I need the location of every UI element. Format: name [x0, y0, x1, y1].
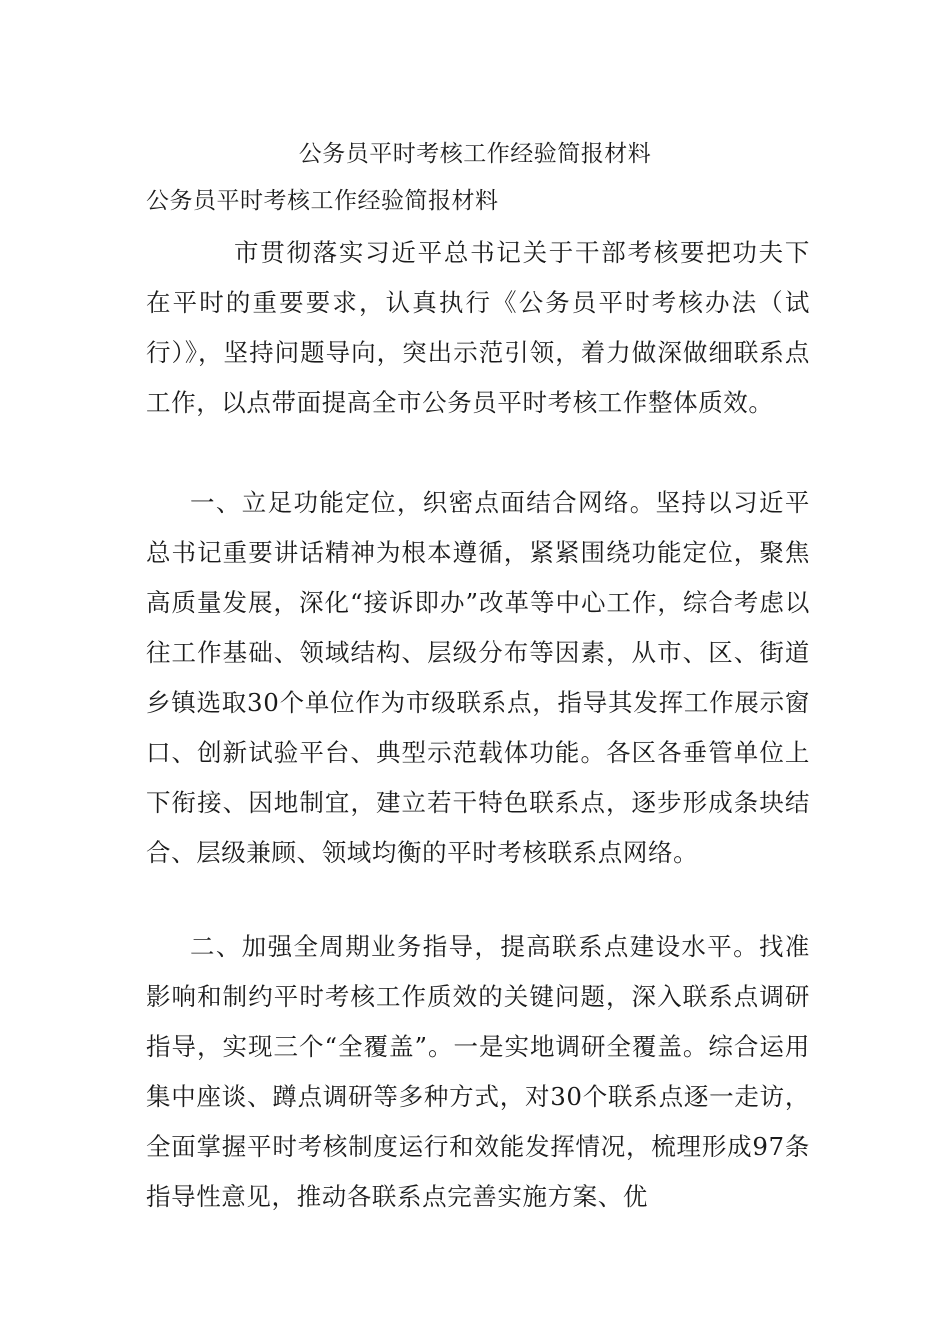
paragraph-intro: 市贯彻落实习近平总书记关于干部考核要把功夫下在平时的重要要求，认真执行《公务员平时考核办法（试行）》，坚持问题导向，突出示范引领，着力做深做细联系点工作，以点带面提高全市公务员平时考核工作整体质效。: [146, 238, 810, 417]
document-title: 公务员平时考核工作经验简报材料: [298, 141, 652, 167]
paragraph-section-one: 一、立足功能定位，织密点面结合网络。坚持以习近平总书记重要讲话精神为根本遵循，紧紧围绕功能定位，聚焦高质量发展，深化“接诉即办”改革等中心工作，综合考虑以往工作基础、领域结构、层级分布等因素，从市、区、街道乡镇选取30个单位作为市级联系点，指导其发挥工作展示窗口、创新试验平台、典型示范载体功能。各区各垂管单位上下衔接、因地制宜，建立若干特色联系点，逐步形成条块结合、层级兼顾、领域均衡的平时考核联系点网络。: [146, 488, 810, 867]
paragraph-section-two: 二、加强全周期业务指导，提高联系点建设水平。找准影响和制约平时考核工作质效的关键问题，深入联系点调研指导，实现三个“全覆盖”。一是实地调研全覆盖。综合运用集中座谈、蹲点调研等多种方式，对30个联系点逐一走访，全面掌握平时考核制度运行和效能发挥情况，梳理形成97条指导性意见，推动各联系点完善实施方案、优: [146, 932, 810, 1211]
document-subtitle: 公务员平时考核工作经验简报材料: [146, 188, 499, 214]
